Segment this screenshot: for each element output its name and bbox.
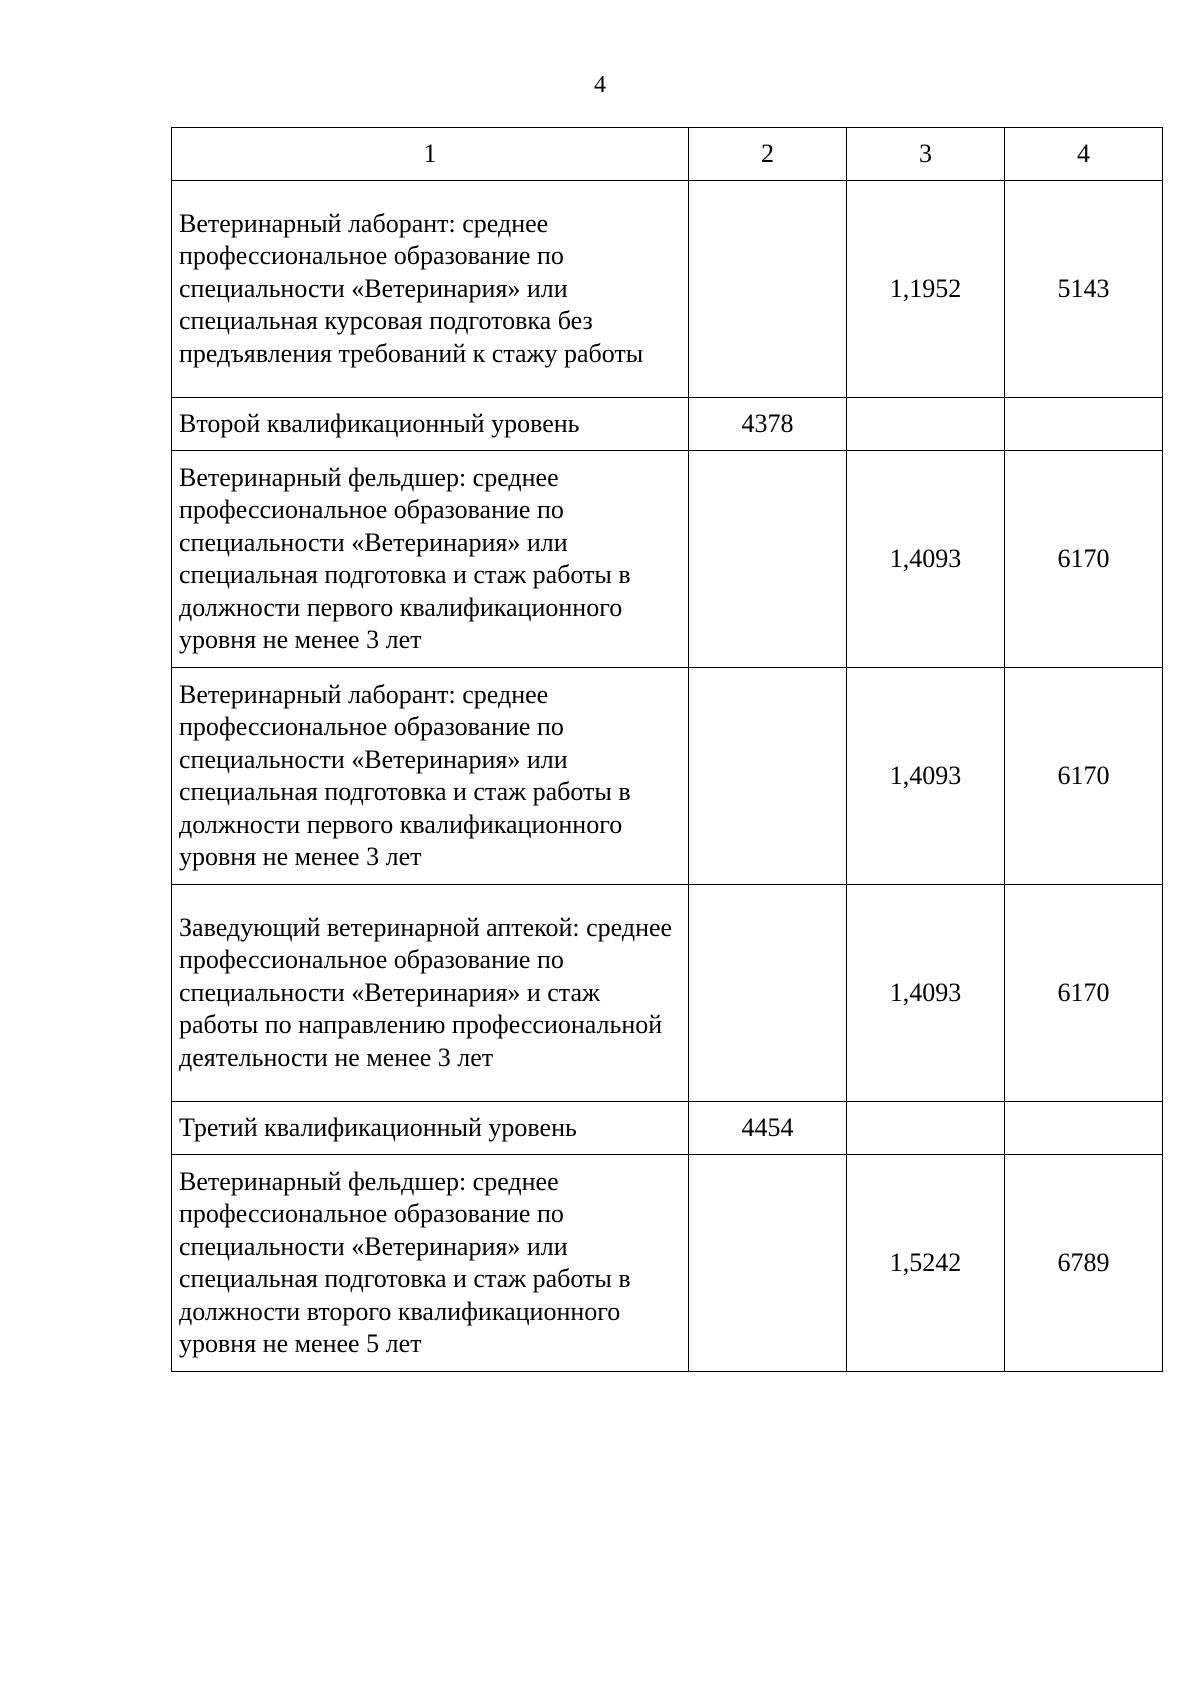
base-salary-cell	[689, 1155, 847, 1372]
qualification-level-label: Второй квалификационный уровень	[172, 398, 689, 451]
table-row	[172, 1155, 1163, 1372]
table-header-row	[172, 128, 1163, 181]
coefficient-cell: 1,1952	[847, 181, 1005, 398]
coefficient-cell: 1,4093	[847, 885, 1005, 1102]
base-salary-cell	[689, 451, 847, 668]
position-description: Ветеринарный фельдшер: среднее профессиональное образование по специальности «Ветеринария» или специальная подготовка и стаж работы в должности второго квалификационного уровня не менее 5 лет	[172, 1155, 689, 1372]
position-description: Ветеринарный лаборант: среднее профессиональное образование по специальности «Ветеринария» или специальная курсовая подготовка без предъявления требований к стажу работы	[172, 181, 689, 398]
position-description: Ветеринарный фельдшер: среднее профессиональное образование по специальности «Ветеринария» или специальная подготовка и стаж работы в должности первого квалификационного уровня не менее 3 лет	[172, 451, 689, 668]
table-row	[172, 398, 1163, 451]
qualification-level-label: Третий квалификационный уровень	[172, 1102, 689, 1155]
base-salary-cell	[689, 885, 847, 1102]
coefficient-cell: 1,5242	[847, 1155, 1005, 1372]
table-row	[172, 1102, 1163, 1155]
salary-cell: 6170	[1005, 451, 1163, 668]
header-cell: 2	[689, 128, 847, 181]
table-row	[172, 668, 1163, 885]
base-salary-cell: 4378	[689, 398, 847, 451]
base-salary-cell	[689, 668, 847, 885]
base-salary-cell	[689, 181, 847, 398]
header-cell: 1	[172, 128, 689, 181]
page-number: 4	[594, 72, 606, 98]
table-row	[172, 885, 1163, 1102]
position-description: Ветеринарный лаборант: среднее профессиональное образование по специальности «Ветеринария» или специальная подготовка и стаж работы в должности первого квалификационного уровня не менее 3 лет	[172, 668, 689, 885]
coefficient-cell	[847, 398, 1005, 451]
salary-cell: 5143	[1005, 181, 1163, 398]
coefficient-cell: 1,4093	[847, 451, 1005, 668]
table-row	[172, 181, 1163, 398]
position-description: Заведующий ветеринарной аптекой: среднее профессиональное образование по специальности «Ветеринария» и стаж работы по направлению профессиональной деятельности не менее 3 лет	[172, 885, 689, 1102]
base-salary-cell: 4454	[689, 1102, 847, 1155]
salary-table	[171, 127, 1163, 1372]
salary-cell: 6789	[1005, 1155, 1163, 1372]
coefficient-cell	[847, 1102, 1005, 1155]
salary-cell	[1005, 1102, 1163, 1155]
salary-cell: 6170	[1005, 668, 1163, 885]
salary-cell: 6170	[1005, 885, 1163, 1102]
salary-cell	[1005, 398, 1163, 451]
table-row	[172, 451, 1163, 668]
header-cell: 4	[1005, 128, 1163, 181]
coefficient-cell: 1,4093	[847, 668, 1005, 885]
header-cell: 3	[847, 128, 1005, 181]
